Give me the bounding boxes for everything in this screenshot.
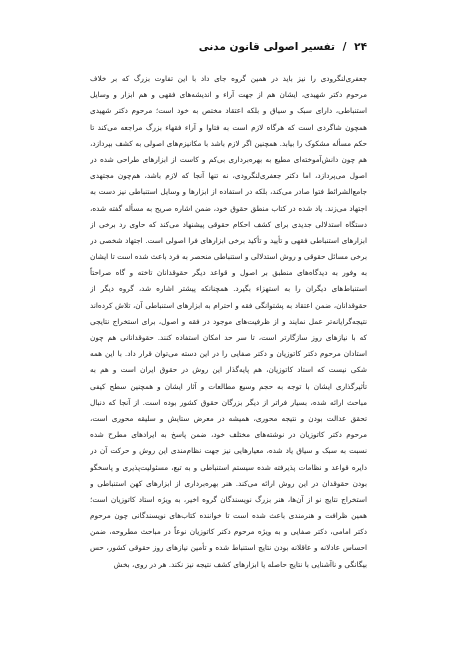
paragraph-line: نتیجه‌گرایانه‌تر عمل نمایند و از ظرفیت‌های موجود در فقه و اصول، برای استخراج نتایجی <box>90 316 367 326</box>
paragraph-line: مباحث ارائه شده، بسیار فراتر از دیگر بزرگان حقوق کشور بوده است. از آنجا که دنبال <box>90 397 367 407</box>
paragraph-line: هم چون دانش‌آموخته‌ای مطیع به بهره‌برداری بی‌کم و کاست از ابزارهای طراحی شده در <box>90 154 367 164</box>
paragraph-line: مرحوم دکتر شهیدی، ایشان هم از جهت آراء و اندیشه‌های فقهی و هم ابزار و وسایل <box>90 90 367 100</box>
paragraph-line: به وفور به دیدگاه‌های منطبق بر اصول و قواعد دیگر حقوقدانان تاخته و گاه صراحتاً <box>90 268 367 278</box>
paragraph-line: دایره قواعد و نظامات پذیرفته شده سیستم استنباطی و به تبع، مسئولیت‌پذیری و پاسخگو <box>90 462 367 472</box>
paragraph-line: اصول می‌پردازد، اما دکتر جعفری‌لنگرودی، نه تنها آنجا که لازم باشد، هم‌چون مجتهدی <box>90 171 367 181</box>
paragraph-line: بودن حقوقدان در این روش ارائه می‌کند. هنر بهره‌برداری از ابزارهای کهن استنباطی و <box>90 478 367 488</box>
paragraph-line: همین ظرافت و هنرمندی باعث شده است تا خواننده کتاب‌های نویسندگانی چون مرحوم <box>90 511 367 521</box>
paragraph-line: جعفری‌لنگرودی را نیز باید در همین گروه جای داد با این تفاوت بزرگ که بر خلاف <box>90 74 367 83</box>
paragraph-line: برخی مسائل حقوقی و روش استدلالی و استنباطی منحصر به فرد باعث شده است تا ایشان <box>90 252 367 262</box>
paragraph-line: تأثیرگذاری ایشان با توجه به حجم وسیع مطالعات و آثار ایشان و همچنین سطح کیفی <box>90 381 367 391</box>
paragraph-line: شکی نیست که استاد کاتوزیان، هم پایه‌گذار این روش در حقوق ایران است و هم به <box>90 365 367 375</box>
paragraph-line: دستگاه استدلالی جدیدی برای کشف احکام حقوقی پیشنهاد می‌کند که حاوی رد برخی از <box>90 219 367 229</box>
page-number: ۲۴ <box>354 41 367 53</box>
paragraph-line: که با نیازهای روز سازگارتر است، تا سر حد امکان استفاده کنند. حقوقدانانی هم چون <box>90 333 367 342</box>
body-paragraph <box>90 71 367 573</box>
paragraph-line: همچون شاگردی است که هرگاه لازم است به فتاوا و آراء فقهاء بزرگ مراجعه می‌کند تا <box>90 122 367 132</box>
paragraph-line: احساس عادلانه و عاقلانه بودن نتایج استنباط شده و تأمین نیازهای روز حقوقی کشور، حس <box>90 543 367 553</box>
paragraph-line: اجتهاد می‌زند. یاد شده در کتاب منطق حقوق خود، ضمن اشاره صریح به مسأله گفته شده، <box>90 203 367 213</box>
running-header <box>92 40 367 54</box>
paragraph-line: بیگانگی و ناآشنایی با نتایج حاصله یا ابزارهای کشف نتیجه نیز نکند. هر در روی، بخش <box>113 559 367 569</box>
paragraph-line: جامع‌الشرائط فتوا صادر می‌کند، بلکه در استفاده از ابزارها و وسایل استنباطی نیز دست به <box>90 187 367 197</box>
book-title: تفسیر اصولی قانون مدنی <box>198 41 336 53</box>
paragraph-line: ابزارهای استنباطی فقهی و تأیید و تأکید برخی ابزارهای فرا اصولی است. اجتهاد شخصی در <box>90 235 367 245</box>
paragraph-line: استنباط‌های دیگران را به استهزاء بگیرد. همچنانکه پیشتر اشاره شد، گروه دیگر از <box>90 284 367 294</box>
header-separator: / <box>342 41 347 53</box>
paragraph-line: حقوقدانان، ضمن اعتقاد به پشتوانگی فقه و احترام به ابزارهای استنباطی آن، تلاش کرده‌اند <box>90 300 367 310</box>
paragraph-line: نسبت به سبک و سیاق یاد شده، معیارهایی نیز جهت نظام‌مندی این روش و حرکت آن در <box>90 446 367 456</box>
paragraph-line: استادان مرحوم دکتر کاتوزیان و دکتر صفایی را در این دسته می‌توان قرار داد. با این همه <box>90 349 367 359</box>
paragraph-line: حکم مسأله مشکوک را بیابد. همچنین اگر لازم باشد با مکانیزم‌های اصولی به کشف بپردازد، <box>90 138 367 148</box>
paragraph-line: مرحوم دکتر کاتوزیان در نوشته‌های مختلف خود، ضمن پاسخ به ایرادهای مطرح شده <box>90 430 367 440</box>
paragraph-line: دکتر امامی، دکتر صفایی و به ویژه مرحوم دکتر کاتوزیان نوعاً در مباحث مطروحه، ضمن <box>90 527 367 537</box>
paragraph-line: استخراج نتایج نو از آن‌ها، هنر بزرگ نویسندگان گروه اخیر، به ویژه استاد کاتوزیان است؛ <box>90 494 367 504</box>
paragraph-line: تحقق عدالت بودن و نتیجه محوری، همیشه در معرض ستایش و سلیقه محوری است، <box>90 413 367 423</box>
paragraph-line: استنباطی، دارای سبک و سیاق و بلکه اعتقاد مختص به خود است؛ مرحوم دکتر شهیدی <box>90 106 367 116</box>
